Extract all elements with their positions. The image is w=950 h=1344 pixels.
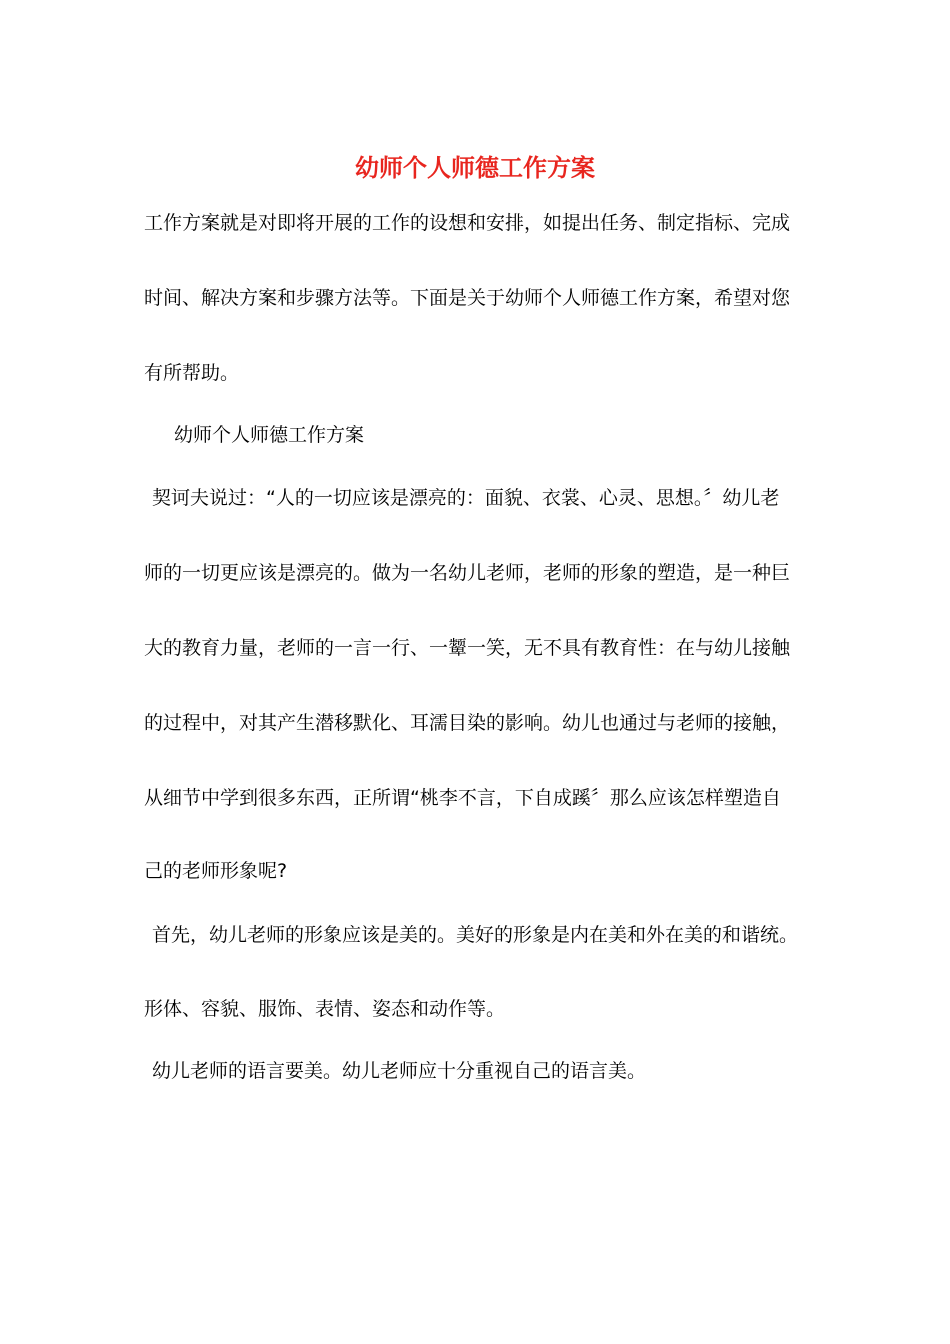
paragraph-line: 形体、容貌、服饰、表情、姿态和动作等。	[144, 998, 506, 1020]
paragraph-line: 从细节中学到很多东西，正所谓“桃李不言，下自成蹊〞那么应该怎样塑造自	[144, 787, 781, 809]
paragraph-line: 契诃夫说过：“人的一切应该是漂亮的：面貌、衣裳、心灵、思想。〞幼儿老	[152, 487, 780, 509]
paragraph-line: 有所帮助。	[144, 362, 240, 384]
paragraph-line: 工作方案就是对即将开展的工作的设想和安排，如提出任务、制定指标、完成	[144, 212, 791, 234]
document-title: 幼师个人师德工作方案	[355, 153, 595, 182]
paragraph-line: 师的一切更应该是漂亮的。做为一名幼儿老师，老师的形象的塑造，是一种巨	[144, 562, 791, 584]
paragraph-line: 首先，幼儿老师的形象应该是美的。美好的形象是内在美和外在美的和谐统。	[152, 924, 799, 946]
paragraph-line: 幼儿老师的语言要美。幼儿老师应十分重视自己的语言美。	[152, 1060, 647, 1082]
paragraph-line: 大的教育力量，老师的一言一行、一颦一笑，无不具有教育性：在与幼儿接触	[144, 637, 791, 659]
paragraph-line: 时间、解决方案和步骤方法等。下面是关于幼师个人师德工作方案，希望对您	[144, 287, 791, 309]
paragraph-line: 己的老师形象呢?	[144, 860, 288, 882]
paragraph-line: 的过程中，对其产生潜移默化、耳濡目染的影响。幼儿也通过与老师的接触，	[144, 712, 791, 734]
section-heading: 幼师个人师德工作方案	[174, 424, 365, 446]
